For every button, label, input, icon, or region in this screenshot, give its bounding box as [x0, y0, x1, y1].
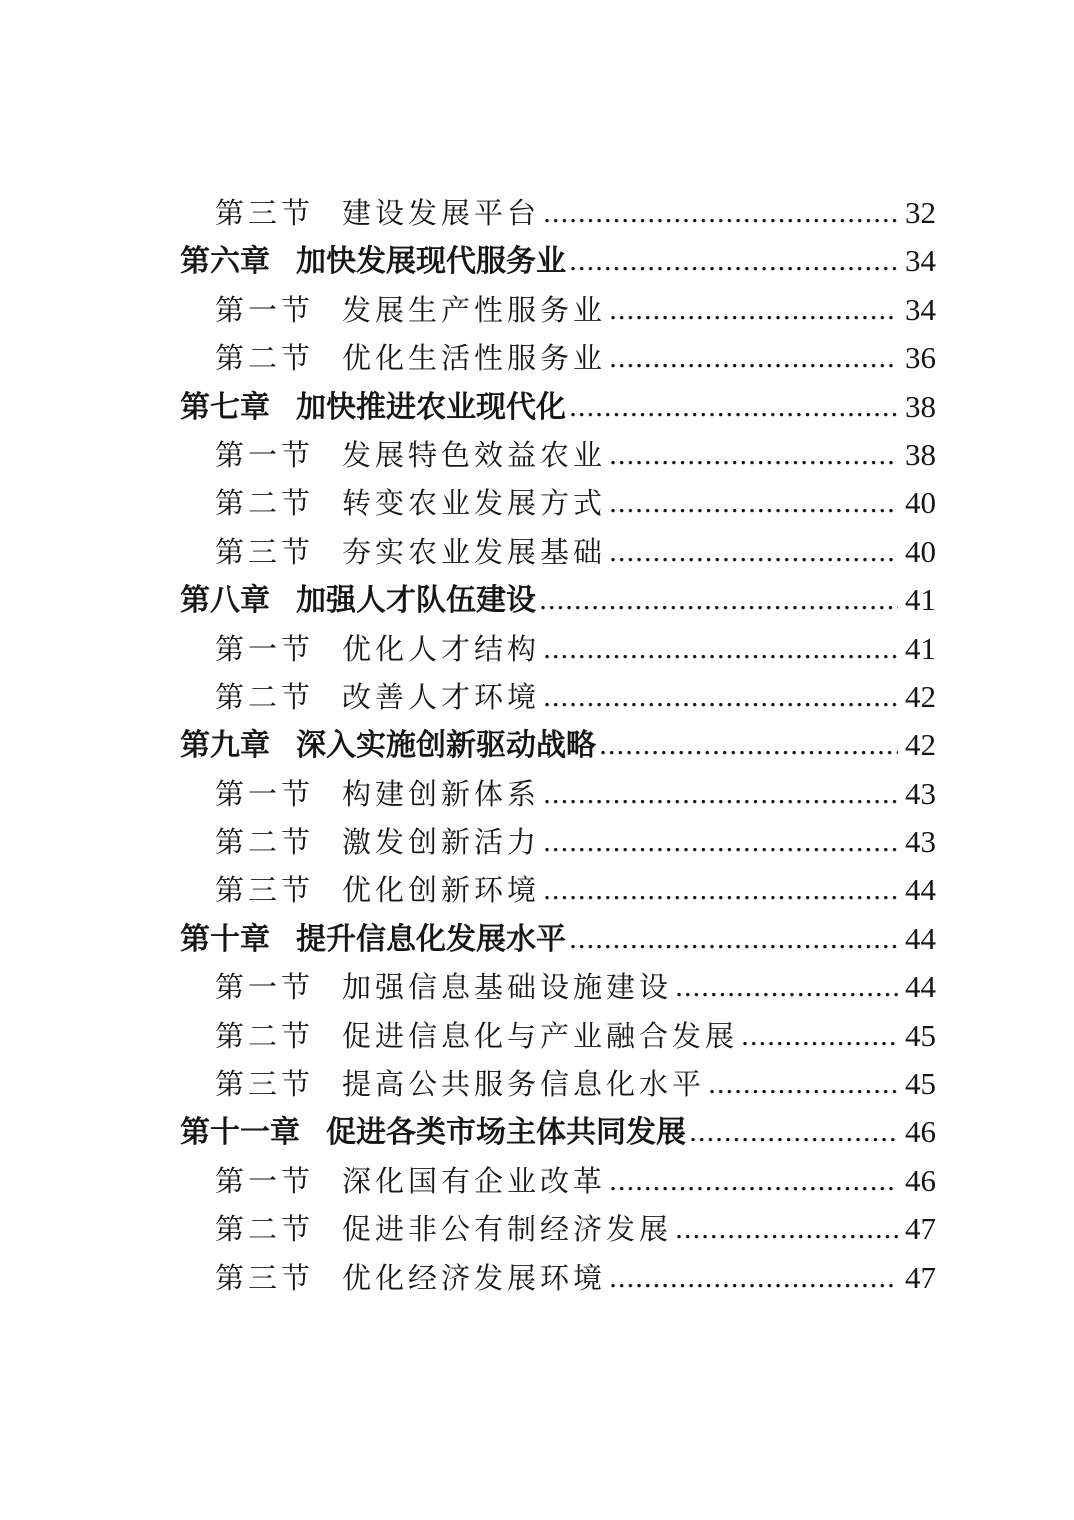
dot-leader — [545, 218, 898, 223]
toc-entry-label: 第一节 — [215, 972, 315, 1005]
toc-entry-label: 第三节 — [215, 875, 315, 908]
dot-leader — [571, 944, 898, 949]
toc-entry-title: 促进非公有制经济发展 — [342, 1214, 673, 1247]
toc-entry-title: 改善人才环境 — [342, 681, 541, 714]
toc-entry-title: 夯实农业发展基础 — [342, 536, 607, 569]
toc-entry-section — [180, 189, 936, 237]
toc-entry-label: 第三节 — [215, 1069, 315, 1102]
dot-leader — [611, 508, 898, 513]
toc-entry-page-number: 47 — [905, 1259, 936, 1295]
toc-entry-section — [180, 866, 936, 914]
toc-entry-title: 构建创新体系 — [342, 778, 541, 811]
toc-entry-section — [180, 625, 936, 673]
toc-entry-chapter — [180, 1108, 936, 1156]
table-of-contents — [180, 189, 936, 1302]
toc-entry-section — [180, 1254, 936, 1302]
toc-entry-title: 加强信息基础设施建设 — [342, 972, 673, 1005]
toc-entry-page-number: 36 — [905, 340, 936, 376]
toc-entry-page-number: 40 — [905, 485, 936, 521]
toc-entry-chapter — [180, 237, 936, 285]
toc-entry-title: 促进各类市场主体共同发展 — [326, 1116, 686, 1150]
toc-entry-label: 第二节 — [215, 681, 315, 714]
toc-entry-page-number: 46 — [905, 1162, 936, 1198]
toc-entry-chapter — [180, 721, 936, 769]
toc-entry-section — [180, 334, 936, 382]
dot-leader — [545, 847, 898, 852]
toc-entry-page-number: 45 — [905, 1017, 936, 1053]
dot-leader — [541, 605, 898, 610]
dot-leader — [601, 750, 898, 755]
toc-entry-title: 优化经济发展环境 — [342, 1262, 607, 1295]
toc-entry-section — [180, 1205, 936, 1253]
toc-entry-title: 发展特色效益农业 — [342, 439, 607, 472]
toc-entry-title: 加快推进农业现代化 — [296, 390, 566, 424]
dot-leader — [545, 654, 898, 659]
toc-entry-page-number: 41 — [905, 630, 936, 666]
toc-entry-section — [180, 1157, 936, 1205]
dot-leader — [611, 363, 898, 368]
dot-leader — [545, 702, 898, 707]
toc-entry-chapter — [180, 383, 936, 431]
toc-entry-page-number: 43 — [905, 775, 936, 811]
dot-leader — [611, 557, 898, 562]
toc-entry-label: 第六章 — [180, 245, 270, 279]
toc-entry-title: 发展生产性服务业 — [342, 294, 607, 327]
toc-entry-title: 激发创新活力 — [342, 827, 541, 860]
dot-leader — [571, 412, 898, 417]
toc-entry-title: 优化生活性服务业 — [342, 343, 607, 376]
toc-entry-title: 优化创新环境 — [342, 875, 541, 908]
toc-entry-section — [180, 479, 936, 527]
toc-entry-label: 第一节 — [215, 1165, 315, 1198]
toc-entry-label: 第一节 — [215, 778, 315, 811]
toc-entry-page-number: 38 — [905, 388, 936, 424]
dot-leader — [611, 315, 898, 320]
toc-entry-page-number: 46 — [905, 1114, 936, 1150]
toc-entry-page-number: 44 — [905, 872, 936, 908]
toc-entry-page-number: 42 — [905, 727, 936, 763]
toc-entry-label: 第二节 — [215, 1020, 315, 1053]
toc-entry-section — [180, 1012, 936, 1060]
toc-entry-page-number: 43 — [905, 824, 936, 860]
dot-leader — [571, 266, 898, 271]
toc-entry-title: 提高公共服务信息化水平 — [342, 1069, 706, 1102]
toc-entry-title: 加强人才队伍建设 — [296, 584, 536, 618]
toc-entry-label: 第七章 — [180, 390, 270, 424]
toc-entry-label: 第九章 — [180, 729, 270, 763]
toc-entry-label: 第二节 — [215, 1214, 315, 1247]
toc-entry-page-number: 34 — [905, 291, 936, 327]
toc-entry-page-number: 32 — [905, 195, 936, 230]
toc-entry-page-number: 44 — [905, 969, 936, 1005]
toc-entry-label: 第二节 — [215, 343, 315, 376]
toc-entry-label: 第三节 — [215, 536, 315, 569]
toc-entry-section — [180, 770, 936, 818]
dot-leader — [611, 1186, 898, 1191]
dot-leader — [545, 799, 898, 804]
toc-entry-page-number: 40 — [905, 533, 936, 569]
dot-leader — [611, 1283, 898, 1288]
toc-entry-chapter — [180, 915, 936, 963]
dot-leader — [691, 1137, 898, 1142]
toc-entry-page-number: 34 — [905, 243, 936, 279]
toc-entry-label: 第八章 — [180, 584, 270, 618]
toc-entry-title: 优化人才结构 — [342, 633, 541, 666]
toc-entry-section — [180, 818, 936, 866]
toc-entry-title: 深入实施创新驱动战略 — [296, 729, 596, 763]
dot-leader — [677, 992, 898, 997]
dot-leader — [611, 460, 898, 465]
toc-entry-page-number: 45 — [905, 1066, 936, 1102]
toc-entry-label: 第一节 — [215, 439, 315, 472]
toc-entry-label: 第三节 — [215, 1262, 315, 1295]
toc-entry-page-number: 41 — [905, 582, 936, 618]
toc-entry-label: 第十一章 — [180, 1116, 300, 1150]
toc-entry-section — [180, 431, 936, 479]
toc-entry-title: 转变农业发展方式 — [342, 488, 607, 521]
toc-entry-section — [180, 528, 936, 576]
toc-entry-label: 第一节 — [215, 633, 315, 666]
toc-entry-page-number: 38 — [905, 436, 936, 472]
toc-entry-page-number: 44 — [905, 920, 936, 956]
toc-entry-label: 第十章 — [180, 922, 270, 956]
toc-entry-label: 第二节 — [215, 488, 315, 521]
toc-entry-label: 第一节 — [215, 294, 315, 327]
dot-leader — [743, 1041, 898, 1046]
dot-leader — [710, 1089, 898, 1094]
toc-entry-page-number: 42 — [905, 678, 936, 714]
toc-entry-section — [180, 286, 936, 334]
toc-entry-title: 加快发展现代服务业 — [296, 245, 566, 279]
toc-entry-chapter — [180, 576, 936, 624]
toc-entry-title: 深化国有企业改革 — [342, 1165, 607, 1198]
toc-entry-title: 提升信息化发展水平 — [296, 922, 566, 956]
dot-leader — [677, 1234, 898, 1239]
dot-leader — [545, 895, 898, 900]
toc-entry-label: 第三节 — [215, 198, 315, 230]
toc-entry-section — [180, 673, 936, 721]
toc-entry-section — [180, 963, 936, 1011]
toc-entry-section — [180, 1060, 936, 1108]
toc-entry-title: 促进信息化与产业融合发展 — [342, 1020, 739, 1053]
toc-entry-title: 建设发展平台 — [342, 198, 541, 230]
toc-entry-page-number: 47 — [905, 1211, 936, 1247]
toc-entry-label: 第二节 — [215, 827, 315, 860]
